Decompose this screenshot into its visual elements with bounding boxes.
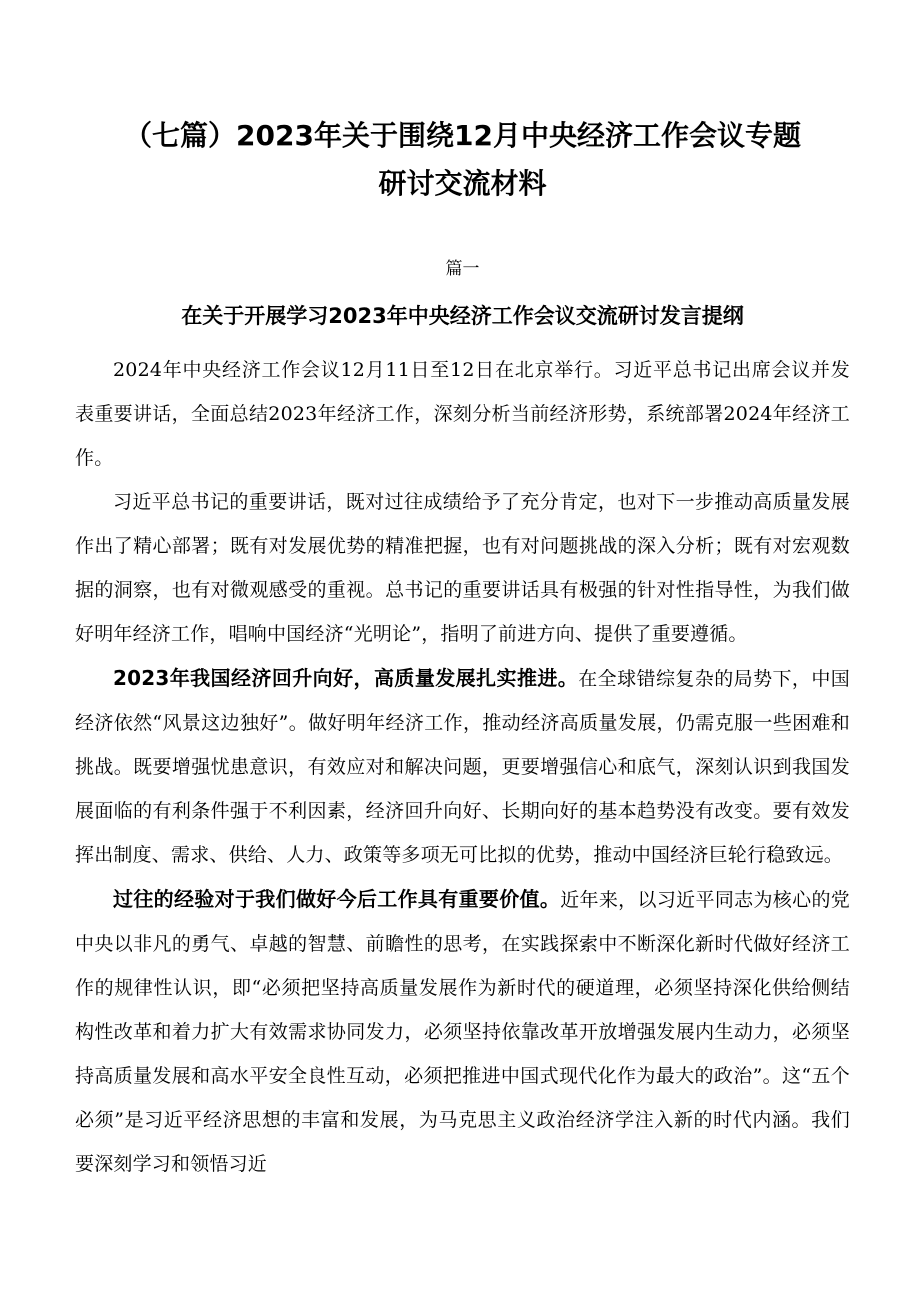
- paragraph-2: [75, 480, 850, 656]
- section-label: 篇一: [445, 259, 480, 279]
- paragraph-1-text: 2024年中央经济工作会议12月11日至12日在北京举行。习近平总书记出席会议并发表重要讲话，全面总结2023年经济工作，深刻分析当前经济形势，系统部署2024年经济工作。: [75, 359, 850, 470]
- document-title-line-1: （七篇）2023年关于围绕12月中央经济工作会议专题: [124, 119, 801, 152]
- paragraph-4-text: 近年来，以习近平同志为核心的党中央以非凡的勇气、卓越的智慧、前瞻性的思考，在实践探索中不断深化新时代做好经济工作的规律性认识，即“必须把坚持高质量发展作为新时代的硬道理，必须坚持深化供给侧结构性改革和着力扩大有效需求协同发力，必须坚持依靠改革开放增强发展内生动力，必须坚持高质量发展和高水平安全良性互动，必须把推进中国式现代化作为最大的政治”。这“五个必须”是习近平经济思想的丰富和发展，为马克思主义政治经济学注入新的时代内涵。我们要深刻学习和领悟习近: [75, 889, 850, 1176]
- paragraph-3-lead: 2023年我国经济回升向好，高质量发展扎实推进。: [113, 666, 579, 691]
- paragraph-2-text: 习近平总书记的重要讲话，既对过往成绩给予了充分肯定，也对下一步推动高质量发展作出了精心部署；既有对发展优势的精准把握，也有对问题挑战的深入分析；既有对宏观数据的洞察，也有对微观感受的重视。总书记的重要讲话具有极强的针对性指导性，为我们做好明年经济工作，唱响中国经济“光明论”，指明了前进方向、提供了重要遵循。: [75, 491, 850, 646]
- paragraph-4: [75, 877, 850, 1186]
- paragraph-4-lead: 过往的经验对于我们做好今后工作具有重要价值。: [113, 887, 561, 912]
- paragraph-1: [75, 348, 850, 480]
- document-body: [75, 348, 850, 1186]
- section-heading: 在关于开展学习2023年中央经济工作会议交流研讨发言提纲: [181, 304, 744, 328]
- paragraph-3: [75, 656, 850, 877]
- paragraph-3-text: 在全球错综复杂的局势下，中国经济依然“风景这边独好”。做好明年经济工作，推动经济高质量发展，仍需克服一些困难和挑战。既要增强忧患意识，有效应对和解决问题，更要增强信心和底气，深刻认识到我国发展面临的有利条件强于不利因素，经济回升向好、长期向好的基本趋势没有改变。要有效发挥出制度、需求、供给、人力、政策等多项无可比拟的优势，推动中国经济巨轮行稳致远。: [75, 668, 850, 867]
- document-title-line-2: 研讨交流材料: [378, 167, 547, 200]
- document-title: [75, 112, 850, 208]
